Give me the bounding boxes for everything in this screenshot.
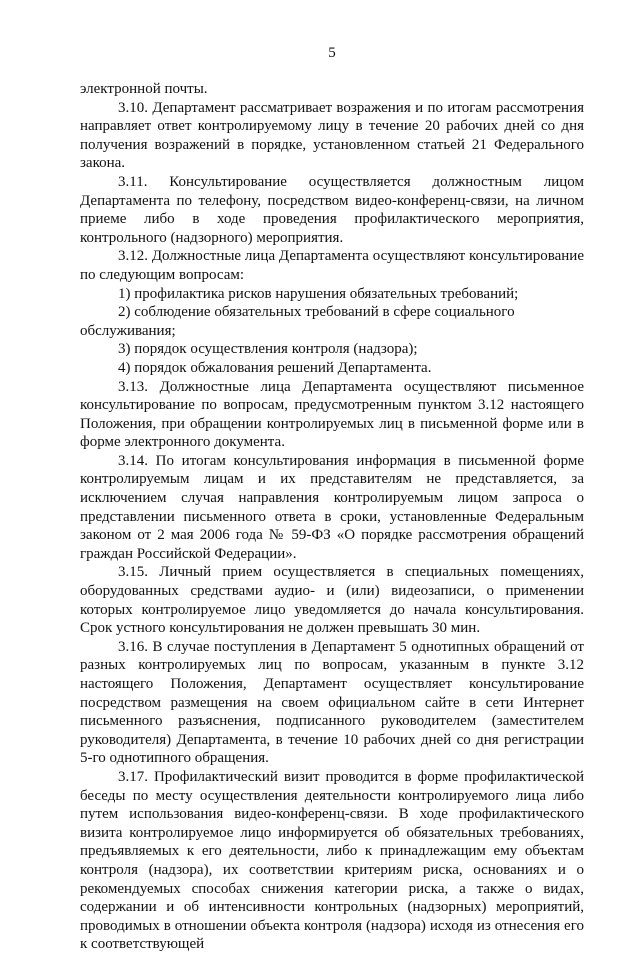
paragraph-continuation: электронной почты.	[80, 81, 208, 97]
paragraph-3-16: 3.16. В случае поступления в Департамент 5 однотипных обращений от разных контролируемых лиц по вопросам, указанным в пункте 3.12 настоящего Положения, Департамент осуществляет консультирование посредством размещения на своем официальном сайте в сети Интернет письменного разъяснения, подписанного руководителем (заместителем руководителя) Департамента, в течение 10 рабочих дней со дня регистрации 5-го однотипного обращения.	[80, 638, 584, 767]
paragraph-3-12: 3.12. Должностные лица Департамента осуществляют консультирование по следующим вопросам:	[80, 248, 584, 283]
list-item-1: 1) профилактика рисков нарушения обязательных требований;	[118, 285, 519, 302]
list-item-3: 3) порядок осуществления контроля (надзора);	[118, 341, 418, 358]
paragraph-3-13: 3.13. Должностные лица Департамента осуществляют письменное консультирование по вопросам, предусмотренным пунктом 3.12 настоящего Положения, при обращении контролируемых лиц в письменной форме или в форме электронного документа.	[80, 378, 584, 451]
list-item-4: 4) порядок обжалования решений Департамента.	[118, 359, 432, 376]
paragraph-3-11: 3.11. Консультирование осуществляется должностным лицом Департамента по телефону, посредством видео-конференц-связи, на личном приеме либо в ходе проведения профилактического мероприятия, контрольного (надзорного) мероприятия.	[80, 173, 584, 246]
list-item-2: 2) соблюдение обязательных требований в сфере социального обслуживания;	[80, 304, 515, 339]
paragraph-3-15: 3.15. Личный прием осуществляется в специальных помещениях, оборудованных средствами аудио- и (или) видеозаписи, о применении которых контролируемое лицо уведомляется до начала консультирования. Срок устного консультирования не должен превышать 30 мин.	[80, 564, 584, 637]
page-number: 5	[328, 45, 336, 61]
paragraph-3-10: 3.10. Департамент рассматривает возражения и по итогам рассмотрения направляет ответ контролируемому лицу в течение 20 рабочих дней со дня получения возражений в порядке, установленном статьей 21 Федерального закона.	[80, 99, 584, 172]
paragraph-3-17: 3.17. Профилактический визит проводится в форме профилактической беседы по месту осуществления деятельности контролируемого лица либо путем использования видео-конференц-связи. В ходе профилактического визита контролируемое лицо информируется об обязательных требованиях, предъявляемых к его деятельности, либо к принадлежащим ему объектам контроля (надзора), их соответствии критериям риска, основаниях и о рекомендуемых способах снижения категории риска, а также о видах, содержании и об интенсивности контрольных (надзорных) мероприятий, проводимых в отношении объекта контроля (надзора) исходя из отнесения его к соответствующей	[80, 768, 584, 953]
document-body	[80, 80, 584, 954]
paragraph-3-14: 3.14. По итогам консультирования информация в письменной форме контролируемым лицам и их представителям не представляется, за исключением случая направления контролируемым лицом запроса о представлении письменного ответа в сроки, установленные Федеральным законом от 2 мая 2006 года № 59-ФЗ «О порядке рассмотрения обращений граждан Российской Федерации».	[80, 452, 584, 562]
